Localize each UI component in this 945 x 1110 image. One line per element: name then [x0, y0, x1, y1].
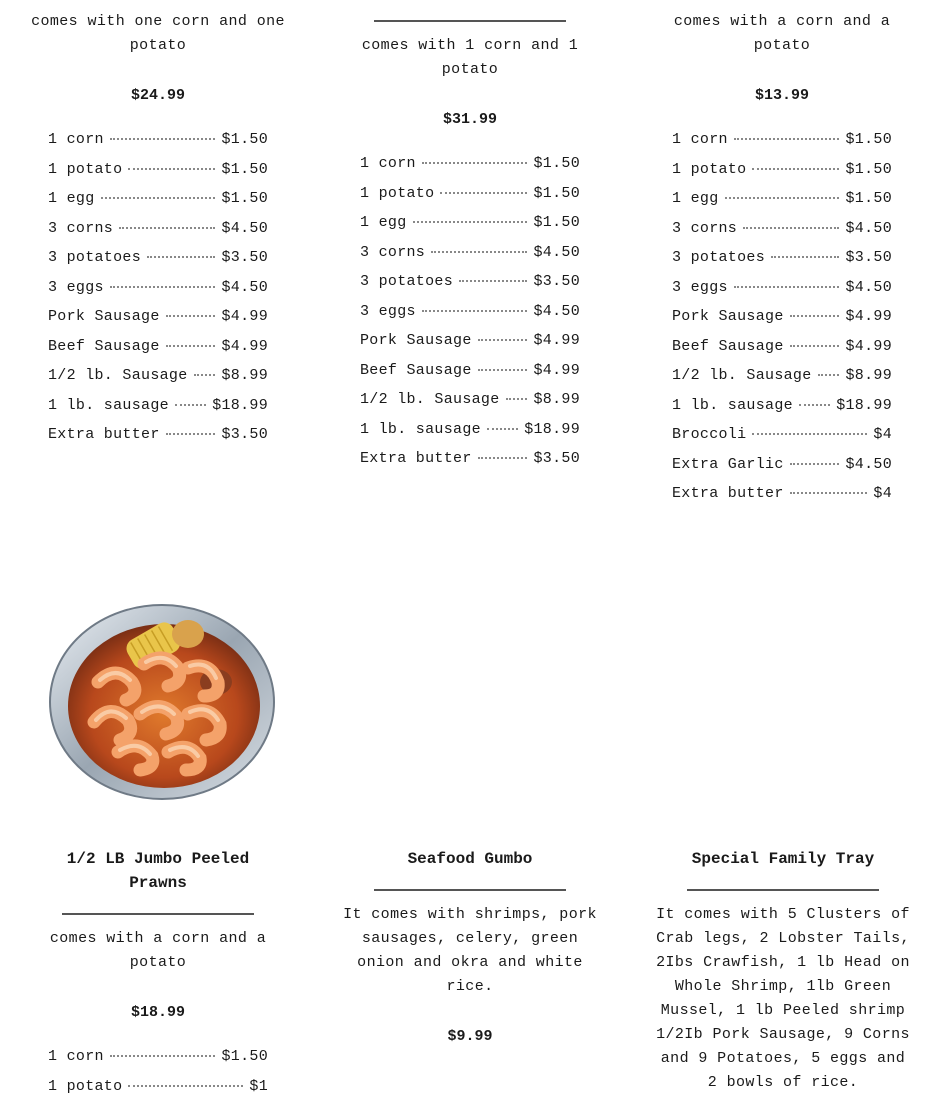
dot-leader: [110, 286, 216, 288]
dot-leader: [440, 192, 527, 194]
addon-row: [672, 161, 892, 191]
addon-price: $18.99: [836, 396, 892, 414]
item-price: $24.99: [130, 87, 185, 104]
dot-leader: [790, 345, 840, 347]
addon-name: 1/2 lb. Sausage: [672, 367, 812, 384]
addon-price: $1: [249, 1077, 268, 1095]
addon-name: 3 corns: [360, 243, 426, 261]
addon-name: 1 lb. sausage: [48, 396, 169, 414]
dot-leader: [725, 197, 840, 199]
addon-row: [360, 185, 580, 215]
dot-leader: [422, 310, 528, 312]
addon-row: [48, 220, 268, 250]
addon-row: [48, 1048, 268, 1078]
addon-row: [672, 426, 892, 456]
addon-row: [48, 426, 268, 456]
addon-name: 1 egg: [672, 190, 719, 207]
addon-row: [360, 155, 580, 185]
item-description: comes with one corn and one potato: [31, 13, 285, 54]
addon-price: $4.50: [533, 302, 580, 320]
addon-price: $3.50: [533, 450, 580, 467]
addon-price: $8.99: [533, 391, 580, 408]
addon-price: $4.50: [533, 243, 580, 261]
addon-row: [672, 249, 892, 279]
addon-row: [672, 190, 892, 220]
addon-name: Extra butter: [48, 426, 160, 443]
addon-price: $4.50: [845, 219, 892, 237]
addon-name: 1 corn: [672, 131, 728, 148]
item-price: $18.99: [130, 1004, 185, 1021]
addon-name: 1 potato: [360, 184, 435, 202]
dot-leader: [422, 162, 528, 164]
addon-row: [672, 367, 892, 397]
dot-leader: [818, 374, 840, 376]
addon-price: $1.50: [221, 1048, 268, 1065]
title-divider: [62, 913, 254, 915]
title-divider: [687, 889, 879, 891]
addon-name: 1 corn: [48, 1048, 104, 1065]
addon-price: $18.99: [212, 396, 268, 414]
addon-row: [672, 485, 892, 515]
dot-leader: [478, 339, 528, 341]
addon-name: Broccoli: [672, 426, 747, 443]
dot-leader: [790, 492, 868, 494]
dot-leader: [194, 374, 216, 376]
item-description: It comes with 5 Clusters of Crab legs, 2 Lobster Tails, 2Ibs Crawfish, 1 lb Head on Whole Shrimp, 1lb Green Mussel, 1 lb Peeled shrimp 1/2Ib Pork Sausage, 9 Corns and 9 Potatoes, 5 eggs and 2 bowls of rice.: [656, 906, 910, 1091]
addon-price: $3.50: [845, 249, 892, 266]
dot-leader: [128, 168, 215, 170]
addon-row: [48, 131, 268, 161]
dot-leader: [752, 433, 867, 435]
addon-name: 1 potato: [48, 160, 123, 178]
addon-name: Beef Sausage: [48, 337, 160, 355]
addon-price: $4.99: [221, 308, 268, 325]
dot-leader: [101, 197, 216, 199]
dot-leader: [790, 315, 840, 317]
item-description: comes with 1 corn and 1 potato: [361, 37, 579, 78]
addon-name: 3 potatoes: [672, 249, 766, 266]
addon-row: [360, 244, 580, 274]
addon-name: 1 corn: [360, 155, 416, 172]
addon-name: 1/2 lb. Sausage: [360, 391, 500, 408]
addon-price: $4: [873, 426, 892, 443]
addon-row: [48, 279, 268, 309]
addon-list: [48, 131, 268, 456]
dot-leader: [147, 256, 215, 258]
dot-leader: [166, 345, 216, 347]
addon-row: [360, 273, 580, 303]
shrimp-bowl-icon: [48, 602, 276, 802]
addon-price: $4.99: [845, 337, 892, 355]
addon-price: $4: [873, 485, 892, 502]
addon-price: $4.99: [533, 361, 580, 379]
dot-leader: [119, 227, 215, 229]
dot-leader: [459, 280, 527, 282]
addon-name: Beef Sausage: [672, 337, 784, 355]
addon-name: 1 potato: [672, 160, 747, 178]
item-price: $13.99: [754, 87, 809, 104]
addon-row: [672, 308, 892, 338]
item-description: comes with a corn and a potato: [49, 930, 267, 971]
addon-row: [48, 308, 268, 338]
bottom-item-1: [28, 847, 288, 1025]
addon-price: $4.99: [533, 332, 580, 349]
addon-price: $4.50: [845, 278, 892, 296]
addon-name: 1 egg: [360, 214, 407, 231]
addon-price: $3.50: [221, 426, 268, 443]
addon-row: [672, 397, 892, 427]
addon-name: 1 lb. sausage: [360, 420, 481, 438]
item-price: $31.99: [442, 111, 497, 128]
addon-row: [360, 391, 580, 421]
addon-row: [48, 190, 268, 220]
addon-price: $8.99: [845, 367, 892, 384]
addon-row: [360, 362, 580, 392]
item-title: Seafood Gumbo: [407, 850, 533, 868]
addon-price: $1.50: [845, 131, 892, 148]
dot-leader: [506, 398, 528, 400]
addon-name: 3 eggs: [672, 278, 728, 296]
addon-row: [672, 279, 892, 309]
addon-price: $4.99: [845, 308, 892, 325]
dot-leader: [175, 404, 206, 406]
addon-name: 1 corn: [48, 131, 104, 148]
top-item-3: [652, 10, 912, 108]
addon-row: [360, 332, 580, 362]
item-title: Special Family Tray: [691, 850, 875, 868]
dot-leader: [743, 227, 839, 229]
addon-price: $1.50: [533, 214, 580, 231]
addon-name: Extra butter: [360, 450, 472, 467]
dot-leader: [166, 315, 216, 317]
item-description: comes with a corn and a potato: [673, 13, 891, 54]
addon-name: 3 eggs: [360, 302, 416, 320]
addon-row: [672, 456, 892, 486]
addon-price: $1.50: [221, 131, 268, 148]
top-item-2: [340, 20, 600, 132]
addon-row: [48, 1078, 268, 1108]
addon-row: [48, 367, 268, 397]
item-description: It comes with shrimps, pork sausages, celery, green onion and okra and white rice.: [343, 906, 597, 995]
addon-list: [672, 131, 892, 515]
addon-name: Pork Sausage: [48, 308, 160, 325]
shrimp-bowl-image: [48, 602, 276, 802]
dot-leader: [771, 256, 839, 258]
dot-leader: [790, 463, 840, 465]
addon-row: [48, 338, 268, 368]
dot-leader: [734, 286, 840, 288]
addon-row: [360, 303, 580, 333]
addon-price: $1.50: [845, 160, 892, 178]
addon-row: [360, 421, 580, 451]
top-item-1: [28, 10, 288, 108]
addon-price: $18.99: [524, 420, 580, 438]
dot-leader: [478, 369, 528, 371]
addon-row: [672, 338, 892, 368]
bottom-item-2: [340, 847, 600, 1049]
addon-row: [48, 161, 268, 191]
addon-price: $1.50: [533, 184, 580, 202]
item-price: $9.99: [447, 1028, 493, 1045]
addon-name: Extra butter: [672, 485, 784, 502]
addon-list: [48, 1048, 268, 1107]
addon-price: $4.50: [845, 455, 892, 473]
addon-name: 1 potato: [48, 1077, 123, 1095]
dot-leader: [128, 1085, 243, 1087]
addon-name: Pork Sausage: [672, 308, 784, 325]
addon-name: 3 potatoes: [360, 273, 454, 290]
addon-row: [360, 450, 580, 480]
addon-row: [48, 249, 268, 279]
dot-leader: [478, 457, 528, 459]
addon-name: 1/2 lb. Sausage: [48, 367, 188, 384]
dot-leader: [431, 251, 527, 253]
dot-leader: [734, 138, 840, 140]
dot-leader: [413, 221, 528, 223]
title-divider: [374, 889, 566, 891]
addon-row: [672, 131, 892, 161]
dot-leader: [110, 138, 216, 140]
addon-price: $1.50: [221, 190, 268, 207]
addon-price: $8.99: [221, 367, 268, 384]
addon-price: $1.50: [221, 160, 268, 178]
addon-price: $4.99: [221, 337, 268, 355]
addon-name: 3 potatoes: [48, 249, 142, 266]
addon-name: Beef Sausage: [360, 361, 472, 379]
addon-name: Pork Sausage: [360, 332, 472, 349]
dot-leader: [110, 1055, 216, 1057]
addon-name: Extra Garlic: [672, 455, 784, 473]
dot-leader: [799, 404, 830, 406]
addon-list: [360, 155, 580, 480]
dot-leader: [487, 428, 518, 430]
addon-price: $3.50: [533, 273, 580, 290]
title-divider: [374, 20, 566, 22]
addon-row: [672, 220, 892, 250]
addon-name: 3 corns: [672, 219, 738, 237]
bottom-item-3: [652, 847, 914, 1095]
addon-price: $1.50: [845, 190, 892, 207]
dot-leader: [166, 433, 216, 435]
addon-price: $4.50: [221, 219, 268, 237]
dot-leader: [752, 168, 839, 170]
addon-name: 3 eggs: [48, 278, 104, 296]
item-title: 1/2 LB Jumbo Peeled Prawns: [66, 850, 250, 892]
addon-row: [360, 214, 580, 244]
addon-price: $1.50: [533, 155, 580, 172]
addon-name: 3 corns: [48, 219, 114, 237]
addon-price: $4.50: [221, 278, 268, 296]
addon-row: [48, 397, 268, 427]
addon-name: 1 lb. sausage: [672, 396, 793, 414]
addon-price: $3.50: [221, 249, 268, 266]
addon-name: 1 egg: [48, 190, 95, 207]
